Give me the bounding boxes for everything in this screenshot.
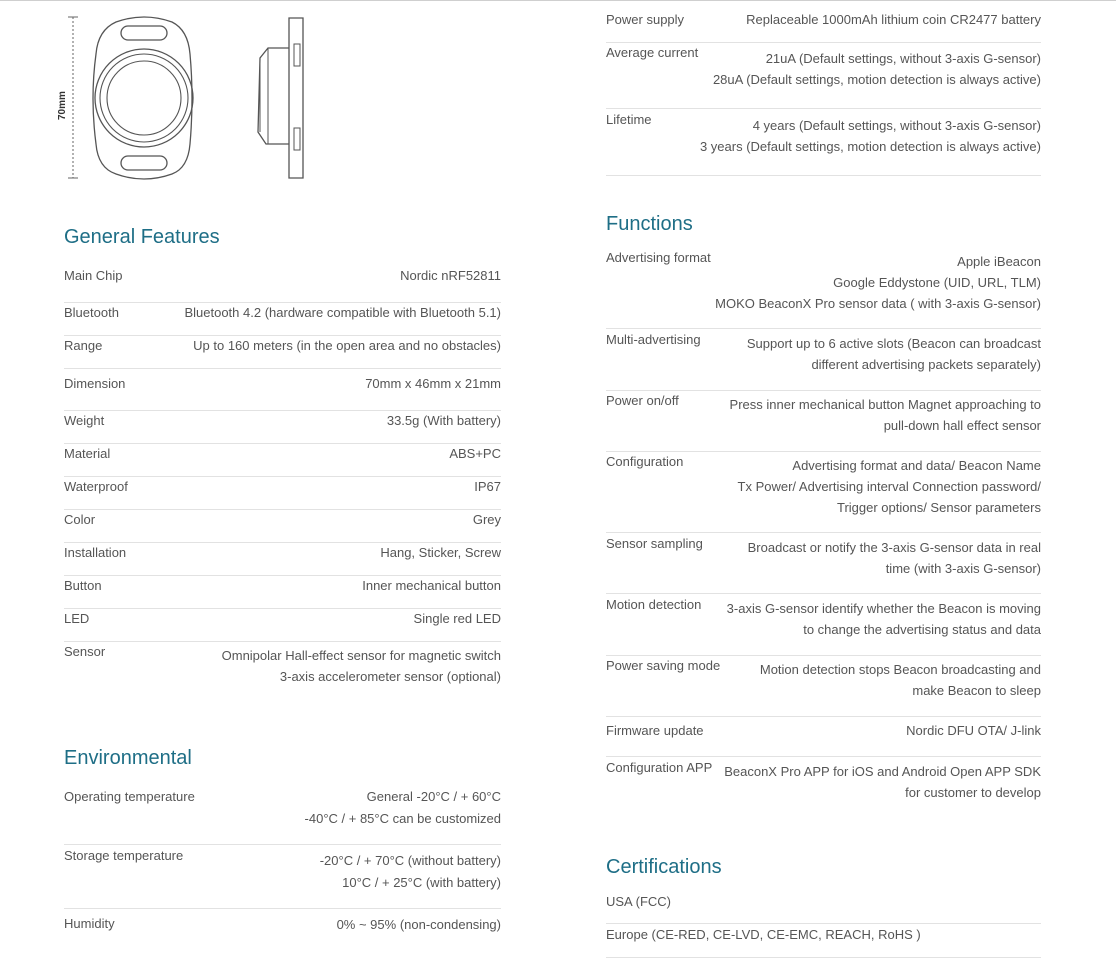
row-value — [449, 443, 501, 464]
row-value — [748, 537, 1041, 579]
row-label: Main Chip — [64, 268, 123, 283]
row-value-line: 3-axis accelerometer sensor (optional) — [279, 669, 501, 684]
row-divider — [64, 509, 501, 510]
row-value — [380, 542, 501, 563]
row-value — [365, 373, 501, 394]
row-label: Color — [64, 512, 96, 527]
row-value — [337, 914, 501, 936]
row-value — [222, 645, 501, 687]
row-value-line: Support up to 6 active slots (Beacon can broadcast — [746, 336, 1041, 351]
row-value-line: Omnipolar Hall-effect sensor for magnetic switch — [221, 648, 501, 663]
row-value-line: 70mm x 46mm x 21mm — [365, 376, 501, 391]
row-value-line: Up to 160 meters (in the open area and no obstacles) — [193, 338, 501, 353]
row-divider — [606, 716, 1041, 717]
row-value-line: General -20°C / + 60°C — [366, 789, 501, 804]
row-value-line: MOKO BeaconX Pro sensor data ( with 3-axis G-sensor) — [715, 296, 1041, 311]
row-value-line: Inner mechanical button — [362, 578, 501, 593]
row-value-line: 28uA (Default settings, motion detection is always active) — [712, 72, 1041, 87]
row-value — [400, 265, 501, 286]
row-value-line: Single red LED — [413, 611, 501, 626]
row-value-line: IP67 — [474, 479, 501, 494]
row-label: Installation — [64, 545, 127, 560]
row-value-line: 4 years (Default settings, without 3-axis G-sensor) — [752, 118, 1041, 133]
row-divider — [64, 443, 501, 444]
row-label: Power saving mode — [606, 658, 721, 673]
row-label: Firmware update — [606, 723, 704, 738]
row-value — [727, 598, 1041, 640]
row-value-line: Hang, Sticker, Screw — [380, 545, 501, 560]
row-value-line: Bluetooth 4.2 (hardware compatible with Bluetooth 5.1) — [184, 305, 501, 320]
row-divider — [606, 175, 1041, 176]
row-label: Humidity — [64, 916, 115, 931]
row-label: Lifetime — [606, 112, 652, 127]
row-value-line: -20°C / + 70°C (without battery) — [319, 853, 501, 868]
row-label: Power on/off — [606, 393, 679, 408]
row-divider — [64, 368, 501, 369]
environmental-title: Environmental — [64, 747, 192, 769]
row-value-line: Google Eddystone (UID, URL, TLM) — [833, 275, 1041, 290]
row-label: Sensor — [64, 644, 106, 659]
row-value-line: Replaceable 1000mAh lithium coin CR2477 battery — [746, 12, 1041, 27]
row-value-line: 0% ~ 95% (non-condensing) — [336, 917, 501, 932]
row-divider — [64, 641, 501, 642]
row-value-line: 10°C / + 25°C (with battery) — [342, 875, 501, 890]
row-value — [184, 302, 501, 323]
row-label: Sensor sampling — [606, 536, 703, 551]
row-value-line: 33.5g (With battery) — [386, 413, 501, 428]
dimension-label: 70mm — [57, 91, 68, 120]
row-value — [700, 115, 1041, 157]
row-value — [473, 509, 501, 530]
row-value — [746, 9, 1041, 30]
row-value-line: Tx Power/ Advertising interval Connection password/ — [737, 479, 1041, 494]
row-value-line: pull-down hall effect sensor — [883, 418, 1041, 433]
row-label: Motion detection — [606, 597, 702, 612]
row-value-line: -40°C / + 85°C can be customized — [304, 811, 501, 826]
row-value — [193, 335, 501, 356]
row-label: Europe (CE-RED, CE-LVD, CE-EMC, REACH, RoHS ) — [606, 927, 921, 942]
row-value-line: different advertising packets separately) — [811, 357, 1041, 372]
row-label: Configuration APP — [606, 760, 713, 775]
row-label: Weight — [64, 413, 105, 428]
row-value — [747, 333, 1041, 375]
row-value-line: time (with 3-axis G-sensor) — [885, 561, 1041, 576]
row-value-line: to change the advertising status and data — [803, 622, 1041, 637]
row-label: Operating temperature — [64, 789, 195, 804]
right-column — [606, 0, 1041, 959]
row-value-line: Apple iBeacon — [957, 254, 1041, 269]
row-value-line: Grey — [472, 512, 501, 527]
row-value-line: Broadcast or notify the 3-axis G-sensor data in real — [747, 540, 1041, 555]
row-value-line: 3 years (Default settings, motion detection is always active) — [699, 139, 1041, 154]
row-value-line: Advertising format and data/ Beacon Name — [792, 458, 1041, 473]
row-label: Button — [64, 578, 102, 593]
row-value-line: BeaconX Pro APP for iOS and Android Open APP SDK — [724, 764, 1041, 779]
row-value — [713, 48, 1041, 90]
row-divider — [64, 908, 501, 909]
row-value-line: Motion detection stops Beacon broadcasting and — [759, 662, 1041, 677]
row-value — [730, 394, 1041, 436]
row-value — [715, 251, 1041, 314]
row-divider — [606, 108, 1041, 109]
left-column — [64, 0, 501, 959]
functions-title: Functions — [606, 213, 693, 235]
row-value — [738, 455, 1041, 518]
row-value-line: 3-axis G-sensor identify whether the Beacon is moving — [726, 601, 1041, 616]
certifications-title: Certifications — [606, 856, 722, 878]
general-features-title: General Features — [64, 226, 220, 248]
row-label: LED — [64, 611, 90, 626]
row-value — [414, 608, 501, 629]
row-value — [362, 575, 501, 596]
row-label: Range — [64, 338, 103, 353]
row-label: Material — [64, 446, 111, 461]
row-label: Configuration — [606, 454, 684, 469]
row-value — [474, 476, 501, 497]
row-value — [320, 850, 501, 894]
row-label: USA (FCC) — [606, 894, 671, 909]
row-label: Power supply — [606, 12, 685, 27]
row-value — [387, 410, 501, 431]
row-value-line: ABS+PC — [449, 446, 501, 461]
row-label: Multi-advertising — [606, 332, 701, 347]
row-value-line: Nordic nRF52811 — [400, 268, 501, 283]
row-label: Waterproof — [64, 479, 128, 494]
row-value-line: make Beacon to sleep — [912, 683, 1041, 698]
row-value-line: for customer to develop — [905, 785, 1041, 800]
row-label: Bluetooth — [64, 305, 119, 320]
row-label: Advertising format — [606, 250, 711, 265]
row-value-line: Press inner mechanical button Magnet approaching to — [729, 397, 1041, 412]
row-divider — [606, 957, 1041, 958]
row-label: Storage temperature — [64, 848, 184, 863]
row-value-line: 21uA (Default settings, without 3-axis G-sensor) — [765, 51, 1041, 66]
row-label: Average current — [606, 45, 699, 60]
row-label: Dimension — [64, 376, 126, 391]
row-divider — [64, 476, 501, 477]
row-value-line: Nordic DFU OTA/ J-link — [906, 723, 1041, 738]
row-value-line: Trigger options/ Sensor parameters — [836, 500, 1041, 515]
row-value — [906, 720, 1041, 741]
row-value — [760, 659, 1041, 701]
row-value — [305, 786, 501, 830]
row-value — [724, 761, 1041, 803]
